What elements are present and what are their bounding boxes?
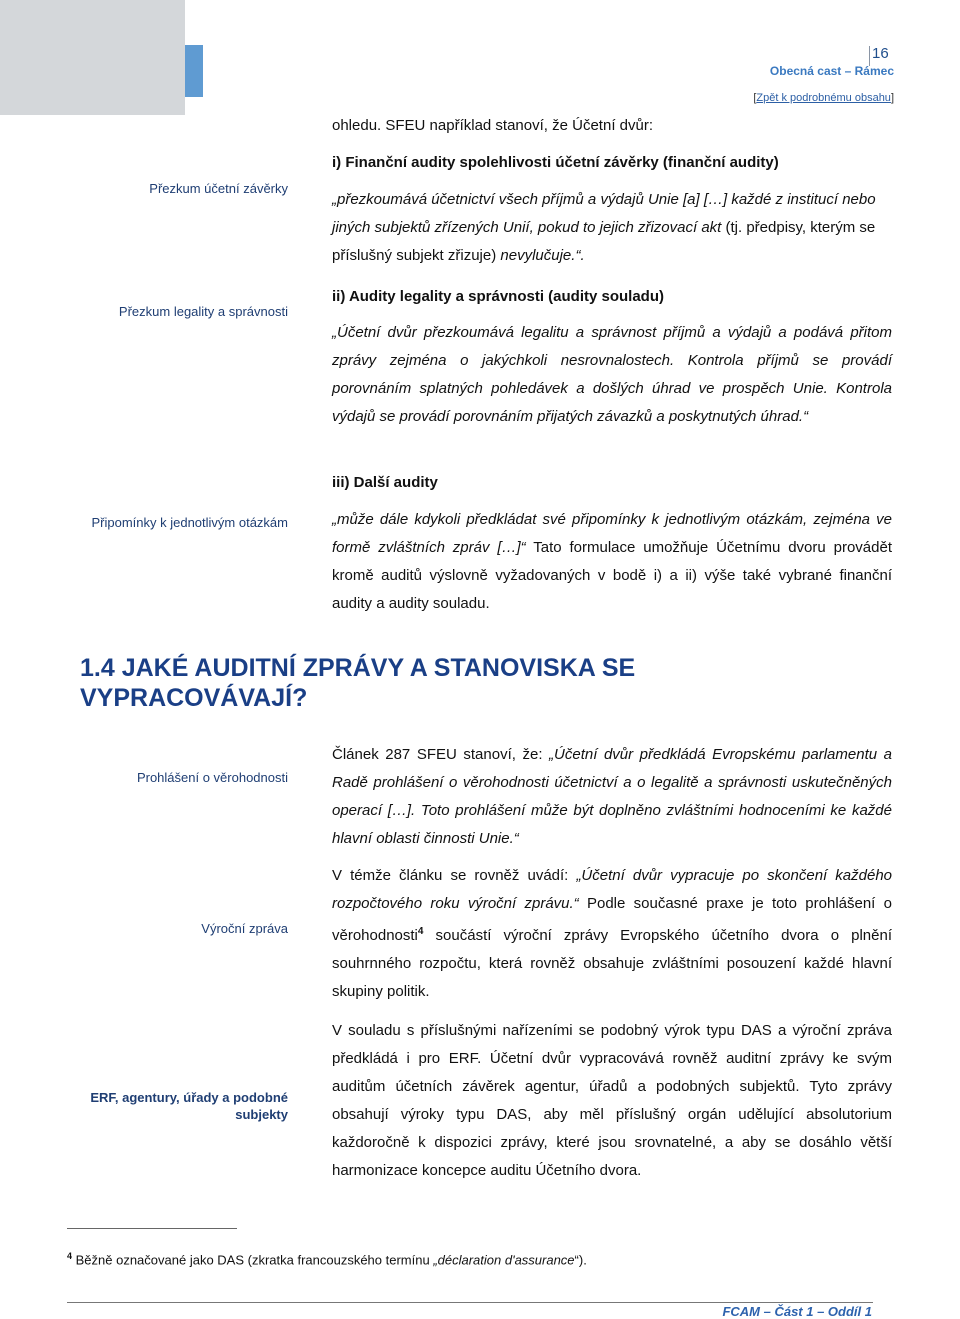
sidebar-label-financial-audit: Přezkum účetní závěrky	[149, 181, 288, 196]
heading-compliance-audits: ii) Audity legality a správnosti (audity souladu)	[332, 288, 664, 305]
p4-text: Článek 287 SFEU stanoví, že:	[332, 746, 550, 763]
paragraph-financial-audits	[332, 186, 892, 270]
footer-rule	[67, 1302, 873, 1303]
back-link-label[interactable]: Zpět k podrobnému obsahu	[756, 92, 891, 104]
footer-text: FCAM – Část 1 – Oddíl 1	[722, 1304, 872, 1319]
header-accent-bar	[185, 45, 203, 97]
paragraph-annual-report	[332, 862, 892, 1006]
sidebar-label-legality: Přezkum legality a správnosti	[118, 304, 288, 319]
sidebar-label-remarks: Připomínky k jednotlivým otázkám	[91, 515, 288, 530]
heading-other-audits: iii) Další audity	[332, 474, 438, 491]
section-title-line2: VYPRACOVÁVAJÍ?	[80, 684, 308, 712]
paragraph-compliance-audits: „Účetní dvůr přezkoumává legalitu a správnost příjmů a výdajů a podává přitom zprávy zejména o jakýchkoli nesrovnalostech. Kontrola příjmů se provádí porovnáním splatných pohledávek a došlých úhrad ve prospěch Unie. Kontrola výdajů se provádí porovnáním přijatých závazků a poskytnutých úhrad.“	[332, 324, 892, 425]
p3-quote: „může dále kdykoli předkládat své připomínky k jednotlivým otázkám, zejména ve formě zvláštních zpráv […]“	[332, 511, 892, 556]
section-title	[80, 653, 635, 713]
corner-decoration	[0, 0, 185, 115]
section-title-line1: 1.4 JAKÉ AUDITNÍ ZPRÁVY A STANOVISKA SE	[80, 654, 636, 682]
heading-financial-audits: i) Finanční audity spolehlivosti účetní závěrky (finanční audity)	[332, 154, 779, 171]
section-name: Obecná cast – Rámec	[769, 64, 894, 78]
footnote-reference[interactable]: 4	[417, 926, 424, 937]
sidebar-label-annual-report: Výroční zpráva	[201, 921, 288, 936]
p5-text-a: V témže článku se rovněž uvádí:	[332, 867, 577, 884]
footnote-mark: 4	[67, 1251, 73, 1261]
sidebar-label-erf-line1: ERF, agentury, úřady a podobné	[90, 1090, 288, 1105]
header-divider	[869, 46, 870, 66]
intro-text: ohledu. SFEU například stanoví, že Účetní dvůr:	[332, 117, 653, 134]
p5-text-c: součástí výroční zprávy Evropského účetního dvora o plnění souhrnného rozpočtu, která rovněž obsahuje zvláštními posouzení každé hlavní skupiny politik.	[332, 927, 892, 1000]
footnote-separator	[67, 1228, 237, 1229]
paragraph-other-audits	[332, 506, 892, 618]
footnote-text-b: “).	[574, 1252, 587, 1268]
sidebar-label-erf	[90, 1089, 288, 1123]
paragraph-erf: V souladu s příslušnými nařízeními se podobný výrok typu DAS a výroční zpráva předkládá i pro ERF. Účetní dvůr vypracovává rovněž auditní zprávy ke svým auditům účetních závěrek agentur, úřadů a podobných subjektů. Tyto zprávy obsahují výroky typu DAS, aby měl příslušný orgán udělující absolutorium každoročně k dispozici zprávy, které jsou srovnatelné, a aby se dosáhlo větší harmonizace koncepce auditu Účetního dvora.	[332, 1022, 892, 1179]
sidebar-label-erf-line2: subjekty	[235, 1107, 288, 1122]
p4-quote: „Účetní dvůr předkládá Evropskému parlamentu a Radě prohlášení o věrohodnosti účetnictví a o legalitě a správnosti uskutečněných operací […]. Toto prohlášení může být doplněno zvláštními hodnoceními ke každé hlavní oblasti činnosti Unie.“	[332, 746, 892, 847]
p1-quote: „přezkoumává účetnictví všech příjmů a výdajů Unie [a] […] každé z institucí nebo jiných subjektů zřízených Unií, pokud to jejich zřizovací akt	[332, 191, 876, 236]
footnote-term: „déclaration d'assurance	[433, 1252, 575, 1268]
back-to-contents-link[interactable]: [Zpět k podrobnému obsahu]	[753, 92, 894, 104]
footnote	[67, 1251, 587, 1267]
paragraph-article-287	[332, 741, 892, 853]
footnote-text-a: Běžně označované jako DAS (zkratka francouzského termínu	[72, 1252, 434, 1268]
page-number: 16	[872, 45, 889, 62]
p5-quote: „Účetní dvůr vypracuje po skončení každého rozpočtového roku výroční zprávu.“	[332, 867, 892, 912]
sidebar-label-statement: Prohlášení o věrohodnosti	[136, 770, 288, 785]
p5-text-b: Podle současné praxe je toto prohlášení o věrohodnosti	[332, 895, 892, 944]
p1-note: (tj. předpisy, kterým se příslušný subjekt zřizuje)	[332, 219, 876, 264]
p3-text: Tato formulace umožňuje Účetnímu dvoru provádět kromě auditů výslovně vyžadovaných v bodě i) a ii) výše také vybrané finanční audity a audity souladu.	[332, 539, 892, 612]
p1-quote-end: nevylučuje.“.	[496, 247, 585, 264]
